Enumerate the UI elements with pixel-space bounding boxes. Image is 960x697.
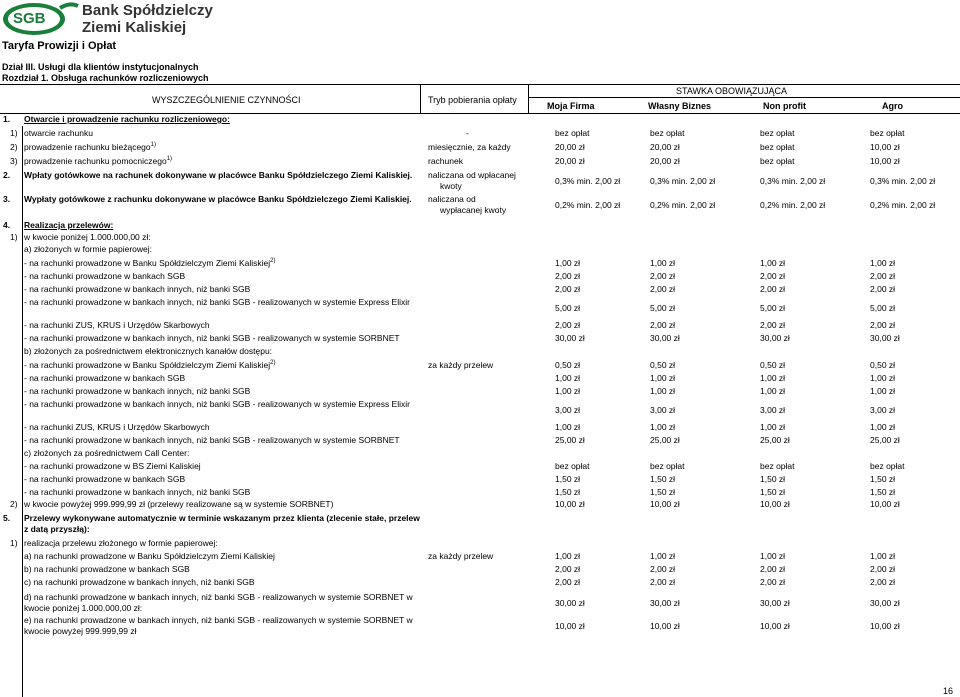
footnote-ref: 1)	[150, 142, 156, 149]
fee-value: 2,00 zł	[555, 320, 581, 330]
row-description	[24, 513, 420, 523]
fee-value: 1,00 zł	[650, 551, 676, 561]
row-description	[24, 244, 152, 254]
fee-value: 25,00 zł	[760, 435, 790, 445]
fee-value: 30,00 zł	[555, 598, 585, 608]
fee-value: 2,00 zł	[870, 284, 896, 294]
row-description-text: Otwarcie i prowadzenie rachunku rozliczeniowego:	[24, 114, 230, 124]
charge-mode: za każdy przelew	[428, 360, 494, 370]
fee-value: 1,00 zł	[870, 373, 896, 383]
fee-value: 30,00 zł	[870, 333, 900, 343]
fee-value: 0,50 zł	[870, 360, 896, 370]
row-description-continued: z datą przyszłą):	[24, 524, 90, 534]
fee-value: 1,00 zł	[760, 386, 786, 396]
fee-value: bez opłat	[870, 128, 905, 138]
fee-value: 3,00 zł	[760, 405, 786, 415]
charge-mode-continued: kwoty	[440, 181, 462, 191]
row-description-text: - na rachunki ZUS, KRUS i Urzędów Skarbowych	[24, 320, 210, 330]
fee-value: bez opłat	[760, 156, 795, 166]
row-description	[24, 271, 185, 281]
row-description	[24, 538, 218, 548]
row-description	[24, 128, 93, 138]
fee-value: 0,50 zł	[650, 360, 676, 370]
footnote-ref: 1)	[166, 156, 173, 163]
fee-value: bez opłat	[760, 461, 795, 471]
header-mode: Tryb pobierania opłaty	[428, 95, 517, 105]
fee-value: 0,3% min. 2,00 zł	[555, 176, 621, 186]
row-description	[24, 386, 250, 396]
row-description-text: w kwocie powyżej 999.999,99 zł (przelewy realizowane są w systemie SORBNET)	[24, 499, 334, 509]
fee-value: bez opłat	[870, 461, 905, 471]
row-description-text: - na rachunki prowadzone w Banku Spółdzielczym Ziemi Kaliskiej	[24, 360, 271, 370]
row-description	[24, 592, 413, 602]
fee-value: 30,00 zł	[650, 333, 680, 343]
charge-mode: naliczana od wpłacanej	[428, 170, 516, 180]
fee-value: 1,00 zł	[555, 422, 581, 432]
row-description	[24, 156, 172, 166]
bank-logo	[0, 0, 220, 42]
logo-name-line1: Bank Spółdzielczy	[82, 2, 213, 19]
row-description-text: Realizacja przelewów:	[24, 220, 114, 230]
fee-value: 1,00 zł	[760, 258, 786, 268]
fee-value: 20,00 zł	[555, 156, 585, 166]
fee-value: 25,00 zł	[870, 435, 900, 445]
fee-value: 10,00 zł	[760, 621, 790, 631]
row-description	[24, 297, 410, 307]
logo-name-line2: Ziemi Kaliskiej	[82, 19, 187, 36]
fee-value: 20,00 zł	[650, 142, 680, 152]
row-description-text: - na rachunki prowadzone w BS Ziemi Kaliskiej	[24, 461, 201, 471]
row-description-text: - na rachunki prowadzone w bankach innych, niż banki SGB	[24, 487, 251, 497]
fee-value: 2,00 zł	[555, 284, 581, 294]
fee-value: 2,00 zł	[555, 271, 581, 281]
fee-value: 0,3% min. 2,00 zł	[760, 176, 826, 186]
fee-value: 5,00 zł	[760, 303, 786, 313]
row-description	[24, 232, 151, 242]
fee-value: 2,00 zł	[555, 577, 581, 587]
row-description-text: d) na rachunki prowadzone w bankach innych, niż banki SGB - realizowanych w systemie SORBNET w	[24, 592, 413, 602]
fee-value: 1,50 zł	[555, 474, 581, 484]
row-description	[24, 615, 413, 625]
row-description	[24, 577, 255, 587]
row-description	[24, 461, 201, 471]
row-description-text: w kwocie poniżej 1.000.000,00 zł:	[24, 232, 151, 242]
fee-value: 10,00 zł	[870, 621, 900, 631]
row-number: 1)	[10, 538, 18, 548]
row-number: 2)	[10, 142, 18, 152]
row-number: 4.	[3, 220, 11, 230]
header-col-wlasny-biznes: Własny Biznes	[648, 101, 712, 111]
fee-value: 2,00 zł	[870, 320, 896, 330]
fee-value: 1,50 zł	[760, 474, 786, 484]
fee-value: 3,00 zł	[555, 405, 581, 415]
fee-value: 30,00 zł	[870, 598, 900, 608]
fee-value: 2,00 zł	[650, 271, 676, 281]
row-description	[24, 320, 210, 330]
fee-value: 1,00 zł	[650, 258, 676, 268]
row-description-text: - na rachunki prowadzone w bankach SGB	[24, 474, 186, 484]
row-description	[24, 435, 400, 445]
charge-mode: rachunek	[428, 156, 463, 166]
fee-value: 0,50 zł	[760, 360, 786, 370]
row-description-text: a) na rachunki prowadzone w Banku Spółdzielczym Ziemi Kaliskiej	[24, 551, 275, 561]
fee-value: 10,00 zł	[760, 499, 790, 509]
row-description	[24, 284, 250, 294]
fee-value: 1,50 zł	[760, 487, 786, 497]
fee-value: 25,00 zł	[555, 435, 585, 445]
fee-value: 1,00 zł	[870, 551, 896, 561]
row-description-text: Przelewy wykonywane automatycznie w terminie wskazanym przez klienta (zlecenie stałe, przelew	[24, 513, 420, 523]
row-description	[24, 399, 410, 409]
row-description	[24, 360, 275, 370]
fee-value: 2,00 zł	[760, 271, 786, 281]
row-number: 1)	[10, 128, 18, 138]
charge-mode: -	[466, 128, 469, 138]
fee-value: 1,00 zł	[555, 386, 581, 396]
row-number: 3)	[10, 156, 18, 166]
row-description-text: c) na rachunki prowadzone w bankach innych, niż banki SGB	[24, 577, 255, 587]
row-description-text: - na rachunki prowadzone w bankach innych, niż banki SGB - realizowanych w systemie SORBNET	[24, 333, 400, 343]
fee-value: bez opłat	[650, 128, 685, 138]
row-description-continued: kwocie poniżej 1.000.000,00 zł:	[24, 603, 143, 613]
fee-value: 1,00 zł	[870, 386, 896, 396]
header-activities: WYSZCZEGÓLNIENIE CZYNNOŚCI	[152, 95, 301, 105]
charge-mode: miesięcznie, za każdy	[428, 142, 511, 152]
row-description-text: - na rachunki prowadzone w bankach SGB	[24, 373, 186, 383]
fee-value: 30,00 zł	[650, 598, 680, 608]
fee-value: 10,00 zł	[650, 499, 680, 509]
row-description-text: Wypłaty gotówkowe z rachunku dokonywane w placówce Banku Spółdzielczego Ziemi Kaliskiej.	[24, 194, 412, 204]
fee-value: 1,00 zł	[870, 258, 896, 268]
fee-value: 10,00 zł	[870, 156, 900, 166]
fee-value: 2,00 zł	[650, 284, 676, 294]
header-col-agro: Agro	[882, 101, 903, 111]
fee-value: 0,50 zł	[555, 360, 581, 370]
fee-value: 2,00 zł	[760, 564, 786, 574]
fee-value: 2,00 zł	[650, 577, 676, 587]
row-description	[24, 142, 156, 152]
fee-value: 3,00 zł	[650, 405, 676, 415]
fee-value: 1,00 zł	[760, 551, 786, 561]
row-description	[24, 373, 185, 383]
fee-value: 2,00 zł	[760, 284, 786, 294]
row-description	[24, 258, 275, 268]
row-description-text: e) na rachunki prowadzone w bankach innych, niż banki SGB - realizowanych w systemie SORBNET w	[24, 615, 413, 625]
fee-value: 0,2% min. 2,00 zł	[870, 200, 936, 210]
fee-value: 10,00 zł	[870, 142, 900, 152]
row-description-text: b) na rachunki prowadzone w bankach SGB	[24, 564, 190, 574]
row-description-text: - na rachunki prowadzone w bankach innych, niż banki SGB - realizowanych w systemie Express Elixir	[24, 297, 410, 307]
fee-value: 1,00 zł	[760, 373, 786, 383]
row-description-text: prowadzenie rachunku pomocniczego	[24, 156, 167, 166]
fee-value: 2,00 zł	[870, 271, 896, 281]
row-description-text: - na rachunki prowadzone w bankach innych, niż banki SGB - realizowanych w systemie SORBNET	[24, 435, 400, 445]
section-title: Dział III. Usługi dla klientów instytucjonalnych	[2, 62, 199, 72]
row-description	[24, 170, 412, 180]
row-description-text: Wpłaty gotówkowe na rachunek dokonywane w placówce Banku Spółdzielczego Ziemi Kaliskiej.	[24, 170, 413, 180]
header-col-non-profit: Non profit	[763, 101, 806, 111]
footnote-ref: 2)	[270, 360, 276, 367]
fee-value: bez opłat	[760, 142, 795, 152]
fee-value: 1,00 zł	[870, 422, 896, 432]
header-col-moja-firma: Moja Firma	[547, 101, 595, 111]
fee-value: 0,3% min. 2,00 zł	[870, 176, 936, 186]
row-description-text: prowadzenie rachunku bieżącego	[24, 142, 151, 152]
fee-value: 25,00 zł	[650, 435, 680, 445]
header-rate: STAWKA OBOWIĄZUJĄCA	[676, 86, 788, 96]
row-description-text: - na rachunki prowadzone w bankach innych, niż banki SGB	[24, 386, 251, 396]
fee-value: bez opłat	[555, 128, 590, 138]
fee-value: 10,00 zł	[555, 499, 585, 509]
fee-value: 1,50 zł	[870, 487, 896, 497]
page-number: 16	[943, 686, 954, 696]
fee-value: 5,00 zł	[555, 303, 581, 313]
fee-value: bez opłat	[650, 461, 685, 471]
fee-value: 2,00 zł	[870, 577, 896, 587]
charge-mode: za każdy przelew	[428, 551, 494, 561]
row-description	[24, 564, 190, 574]
fee-value: 30,00 zł	[555, 333, 585, 343]
row-number: 3.	[3, 194, 11, 204]
row-description	[24, 499, 333, 509]
fee-value: 10,00 zł	[555, 621, 585, 631]
fee-value: 20,00 zł	[650, 156, 680, 166]
fee-value: 10,00 zł	[650, 621, 680, 631]
row-description-text: a) złożonych w formie papierowej:	[24, 244, 153, 254]
fee-value: 1,00 zł	[650, 386, 676, 396]
fee-value: 1,00 zł	[555, 373, 581, 383]
row-description	[24, 346, 272, 356]
fee-value: 2,00 zł	[760, 320, 786, 330]
row-description-continued: kwocie powyżej 999.999,99 zł	[24, 626, 137, 636]
row-description-text: - na rachunki prowadzone w bankach SGB	[24, 271, 186, 281]
fee-value: 2,00 zł	[650, 320, 676, 330]
row-description-text: c) złożonych za pośrednictwem Call Center:	[24, 448, 190, 458]
fee-value: 20,00 zł	[555, 142, 585, 152]
fee-value: 1,50 zł	[870, 474, 896, 484]
fee-value: 1,50 zł	[650, 474, 676, 484]
logo-abbr: SGB	[13, 10, 46, 27]
fee-value: 0,2% min. 2,00 zł	[555, 200, 621, 210]
row-description	[24, 551, 275, 561]
row-description-text: - na rachunki prowadzone w Banku Spółdzielczym Ziemi Kaliskiej	[24, 258, 271, 268]
row-description	[24, 448, 189, 458]
chapter-title: Rozdział 1. Obsługa rachunków rozliczeniowych	[2, 73, 209, 83]
fee-value: 0,2% min. 2,00 zł	[650, 200, 716, 210]
row-description	[24, 220, 113, 230]
row-number: 2.	[3, 170, 11, 180]
fee-value: 10,00 zł	[870, 499, 900, 509]
charge-mode: naliczana od	[428, 194, 476, 204]
fee-value: 2,00 zł	[650, 564, 676, 574]
row-number: 1)	[10, 232, 18, 242]
row-description	[24, 474, 185, 484]
fee-value: 1,00 zł	[650, 373, 676, 383]
fee-value: 0,2% min. 2,00 zł	[760, 200, 826, 210]
fee-value: 2,00 zł	[555, 564, 581, 574]
fee-value: 30,00 zł	[760, 333, 790, 343]
row-description-text: b) złożonych za pośrednictwem elektronicznych kanałów dostępu:	[24, 346, 273, 356]
fee-value: 5,00 zł	[650, 303, 676, 313]
row-description	[24, 114, 230, 124]
doc-title: Taryfa Prowizji i Opłat	[2, 40, 117, 52]
fee-value: bez opłat	[555, 461, 590, 471]
fee-value: 1,50 zł	[650, 487, 676, 497]
fee-value: 1,00 zł	[650, 422, 676, 432]
row-description	[24, 194, 412, 204]
row-description-text: realizacja przelewu złożonego w formie papierowej:	[24, 538, 218, 548]
row-description	[24, 333, 400, 343]
charge-mode-continued: wypłacanej kwoty	[440, 205, 507, 215]
fee-value: 3,00 zł	[870, 405, 896, 415]
row-description-text: - na rachunki prowadzone w bankach innych, niż banki SGB - realizowanych w systemie Express Elixir	[24, 399, 410, 409]
fee-value: 1,50 zł	[555, 487, 581, 497]
row-number: 5.	[3, 513, 11, 523]
fee-value: 0,3% min. 2,00 zł	[650, 176, 716, 186]
row-description-text: otwarcie rachunku	[24, 128, 93, 138]
fee-value: bez opłat	[760, 128, 795, 138]
footnote-ref: 2)	[270, 258, 276, 265]
fee-value: 2,00 zł	[870, 564, 896, 574]
row-description	[24, 487, 250, 497]
row-description-text: - na rachunki prowadzone w bankach innych, niż banki SGB	[24, 284, 251, 294]
row-number: 1.	[3, 114, 11, 124]
fee-value: 5,00 zł	[870, 303, 896, 313]
row-description-text: - na rachunki ZUS, KRUS i Urzędów Skarbowych	[24, 422, 210, 432]
fee-value: 1,00 zł	[760, 422, 786, 432]
fee-value: 1,00 zł	[555, 551, 581, 561]
fee-value: 1,00 zł	[555, 258, 581, 268]
row-number: 2)	[10, 499, 18, 509]
fee-value: 30,00 zł	[760, 598, 790, 608]
row-description	[24, 422, 210, 432]
fee-value: 2,00 zł	[760, 577, 786, 587]
